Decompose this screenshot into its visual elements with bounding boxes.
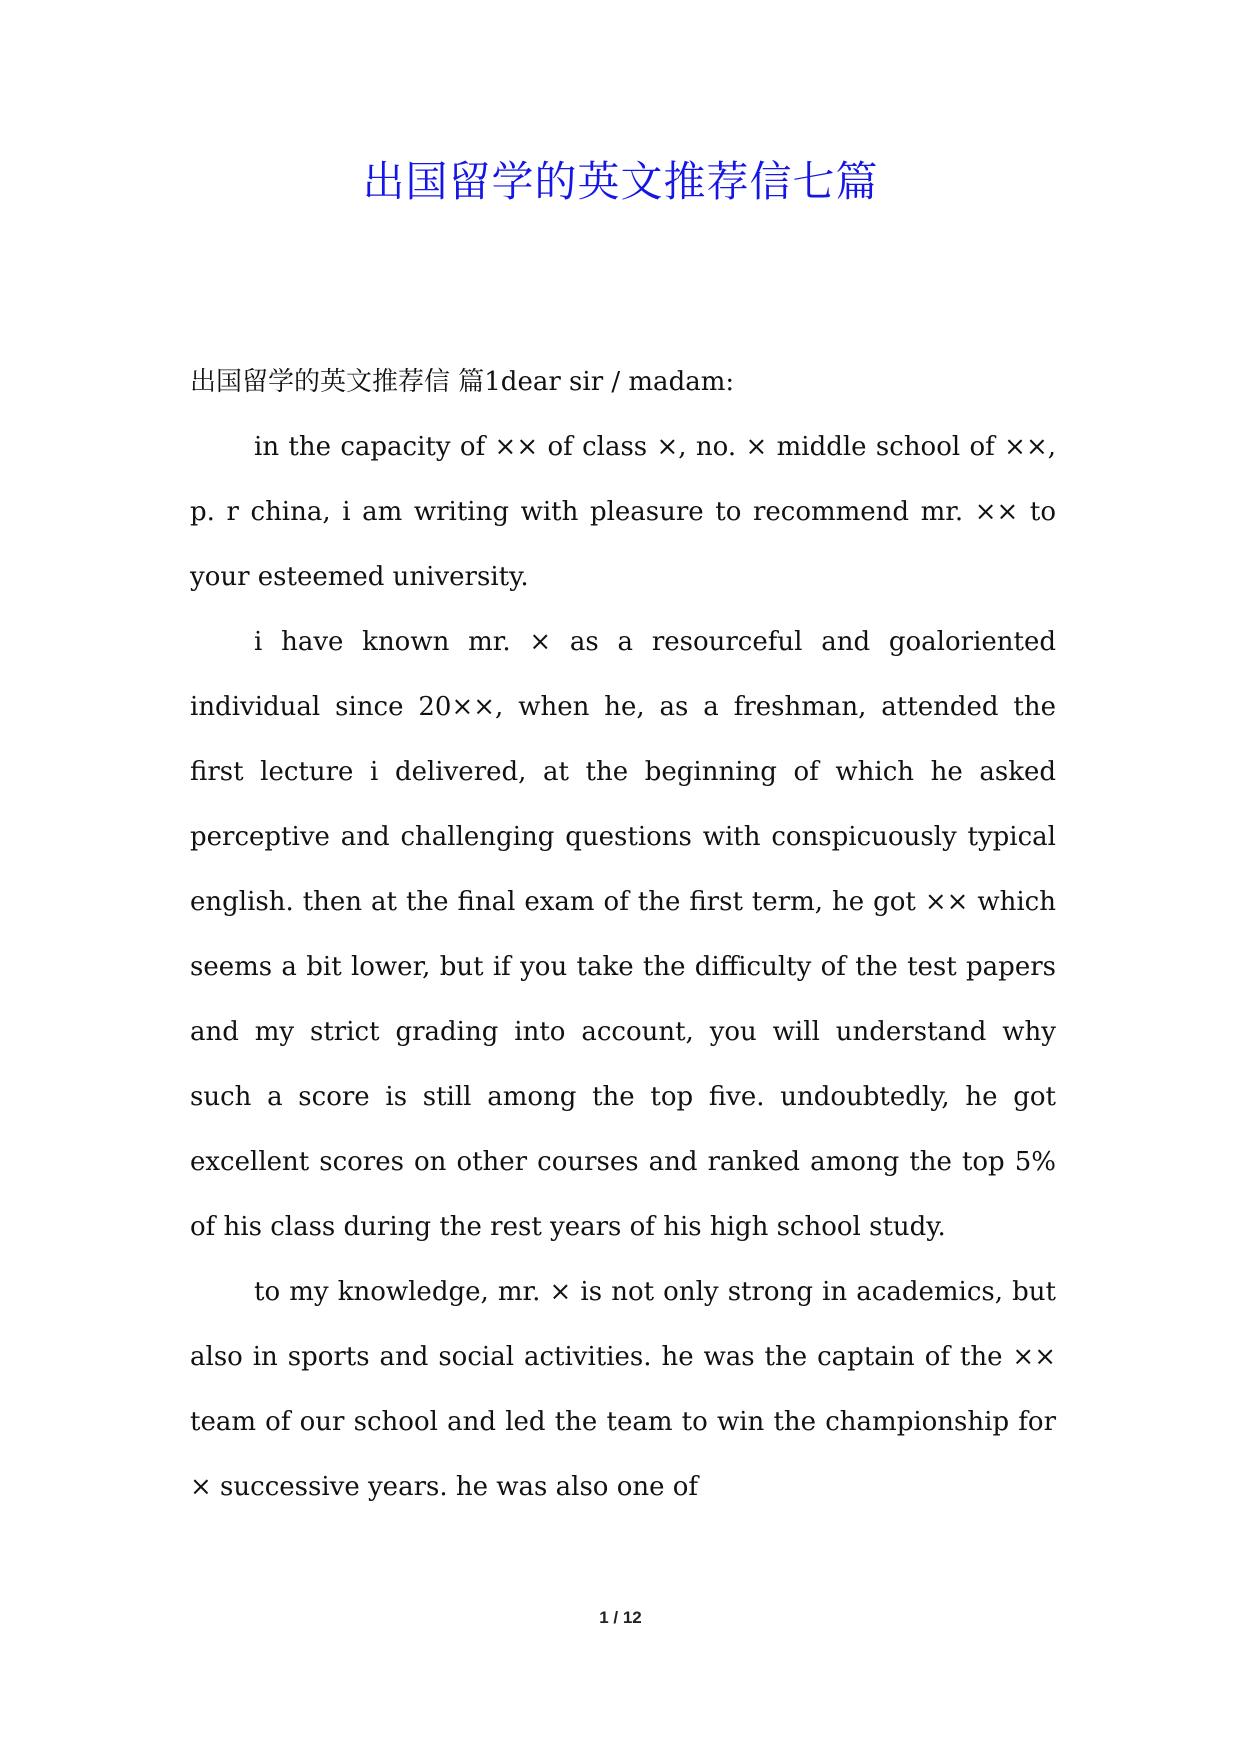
paragraph: i have known mr. × as a resourceful and goaloriented individual since 20××, when he, as a freshman, attended the first lecture i delivered, at the beginning of which he asked perceptive and challenging questions with conspicuously typical english. then at the final exam of the first term, he got ×× which seems a bit lower, but if you take the difficulty of the test papers and my strict grading into account, you will understand why such a score is still among the top five. undoubtedly, he got excellent scores on other courses and ranked among the top 5% of his class during the rest years of his high school study. [190, 627, 1056, 1242]
document-body [190, 350, 1056, 1520]
paragraph: in the capacity of ×× of class ×, no. × middle school of ××, p. r china, i am writing with pleasure to recommend mr. ×× to your esteemed university. [190, 432, 1056, 592]
paragraph: to my knowledge, mr. × is not only strong in academics, but also in sports and social activities. he was the captain of the ×× team of our school and led the team to win the championship for × successive years. he was also one of [190, 1277, 1056, 1502]
page-number: 1 / 12 [599, 1608, 642, 1627]
document-title: 出国留学的英文推荐信七篇 [362, 157, 879, 206]
paragraph-heading: 出国留学的英文推荐信 篇1dear sir / madam: [190, 367, 735, 397]
